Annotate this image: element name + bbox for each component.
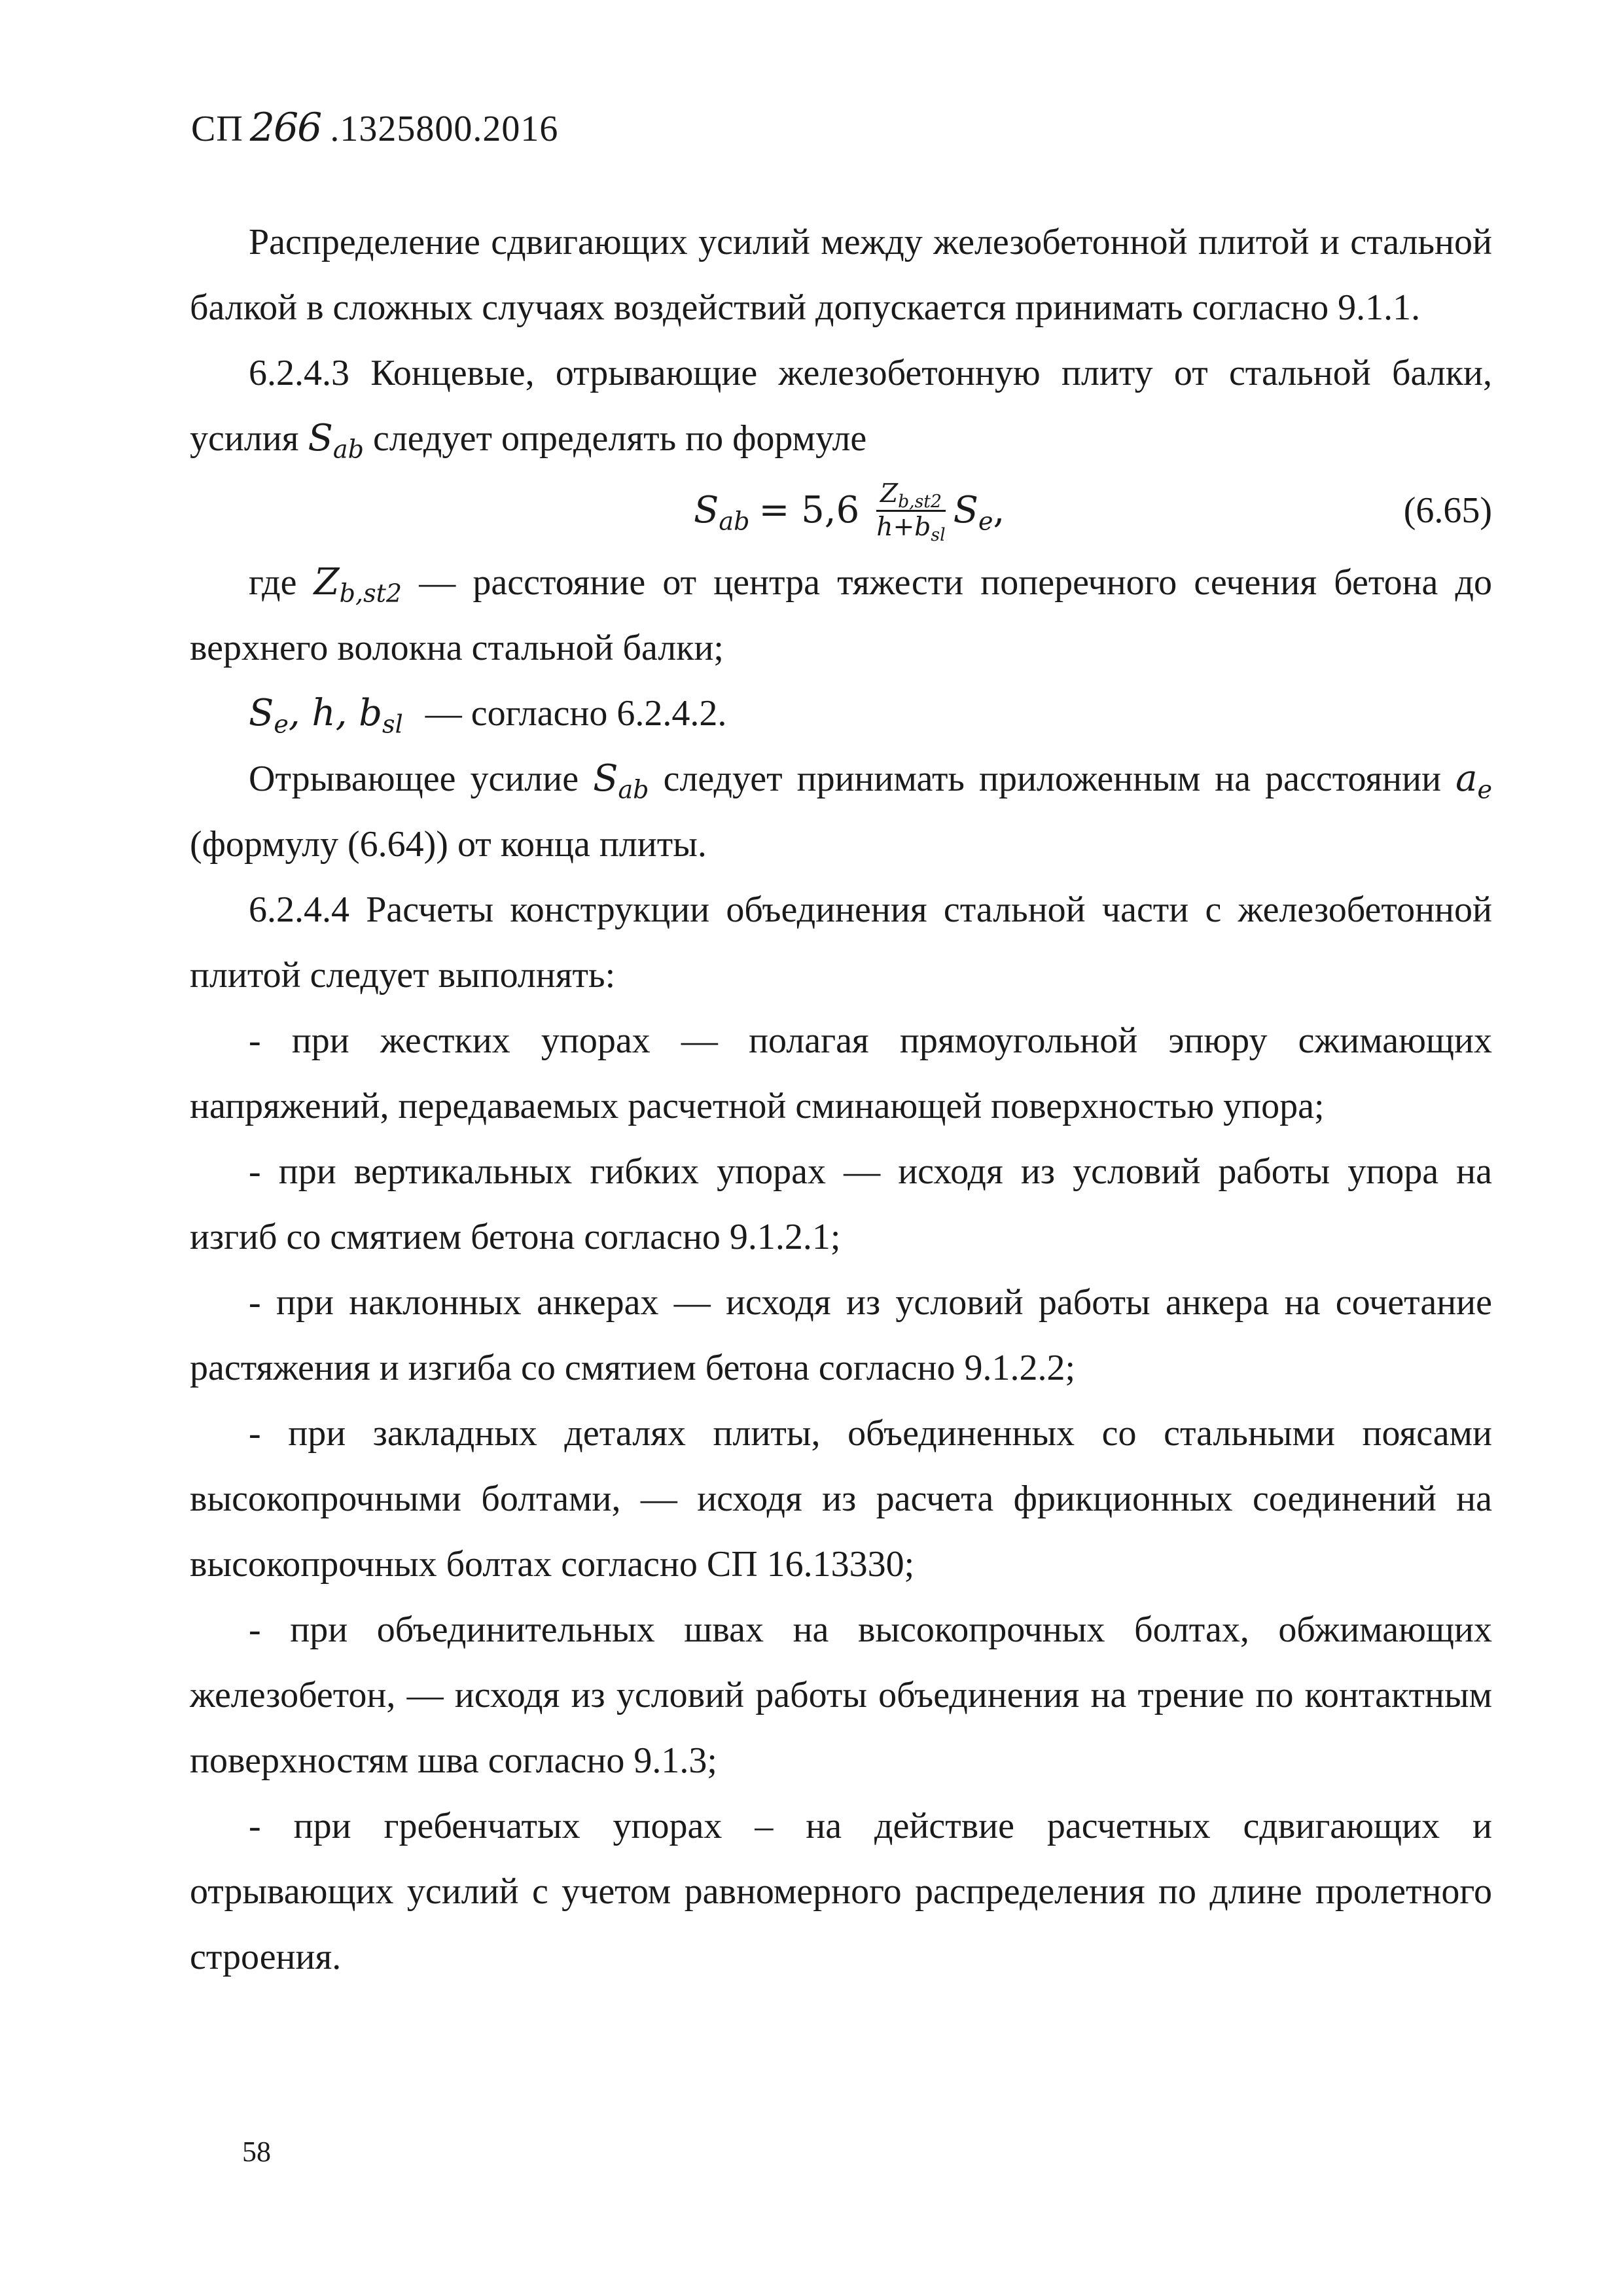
list-item-rigid-stops: - при жестких упорах — полагая прямоугольной эпюру сжимающих напряжений, передаваемых расчетной сминающей поверхностью упора; <box>190 1020 1492 1126</box>
formula-fraction <box>872 479 949 545</box>
document-body <box>190 209 1492 1990</box>
paragraph-shear-distribution: Распределение сдвигающих усилий между железобетонной плитой и стальной балкой в сложных случаях воздействий допускается принимать согласно 9.1.1. <box>190 222 1492 328</box>
formula-rhs: $S_e$, <box>953 489 1005 536</box>
list-item-comb-stops: - при гребенчатых упорах – на действие расчетных сдвигающих и отрывающих усилий с учетом равномерного распределения по длине пролетного строения. <box>190 1806 1492 1977</box>
formula-number: (6.65) <box>1403 490 1492 531</box>
header-prefix: СП <box>191 109 243 149</box>
symbol-s-ab: $S_{ab}$ <box>308 417 364 464</box>
list-item-inclined-anchors: - при наклонных анкерах — исходя из условий работы анкера на сочетание растяжения и изгиба со смятием бетона согласно 9.1.2.2; <box>190 1282 1492 1388</box>
fraction-numerator: $Z_{b,st2}$ <box>876 480 946 511</box>
paragraph-where-z: где $Z_{b,st2}$ — расстояние от центра тяжести поперечного сечения бетона до верхнего волокна стальной балки; <box>190 561 1493 668</box>
formula-equals-coef: = 5,6 <box>758 489 860 531</box>
handwritten-number: 266 <box>249 105 321 151</box>
list-item-vertical-flexible-stops: - при вертикальных гибких упорах — исходя из условий работы упора на изгиб со смятием бетона согласно 9.1.2.1; <box>190 1151 1492 1257</box>
paragraph-tearing-force: Отрывающее усилие $S_{ab}$ следует принимать приложенным на расстоянии $a_e$ (формулу (6.64)) от конца плиты. <box>190 757 1493 865</box>
list-item-embedded-parts: - при закладных деталях плиты, объединенных со стальными поясами высокопрочными болтами, — исходя из расчета фрикционных соединений на высокопрочных болтах согласно СП 16.13330; <box>190 1413 1492 1585</box>
symbol-a-e: $a_e$ <box>1455 757 1493 804</box>
formula-lhs: $S_{ab}$ <box>694 489 750 536</box>
header-suffix: .1325800.2016 <box>330 109 559 149</box>
fraction-denominator: $h+b_{sl}$ <box>876 512 946 545</box>
symbols-se-h-bsl: $S_e$, h, $b_{sl}$ <box>249 692 403 739</box>
symbol-s-ab-2: $S_{ab}$ <box>593 757 649 804</box>
page-number: 58 <box>242 2136 271 2168</box>
list-item-connecting-seams: - при объединительных швах на высокопрочных болтах, обжимающих железобетон, — исходя из условий работы объединения на трение по контактным поверхностям шва согласно 9.1.3; <box>190 1609 1492 1781</box>
formula-expression <box>694 471 1005 550</box>
paragraph-se-h-bsl: $S_e$, h, $b_{sl}$ — согласно 6.2.4.2. <box>249 692 727 739</box>
formula-6-65 <box>190 471 1492 550</box>
document-header <box>191 105 558 151</box>
paragraph-6-2-4-3: 6.2.4.3 Концевые, отрывающие железобетонную плиту от стальной балки, усилия $S_{ab}$ следует определять по формуле <box>190 353 1492 464</box>
paragraph-6-2-4-4: 6.2.4.4 Расчеты конструкции объединения стальной части с железобетонной плитой следует выполнять: <box>190 889 1492 996</box>
symbol-z-b-st2: $Z_{b,st2}$ <box>313 561 402 608</box>
